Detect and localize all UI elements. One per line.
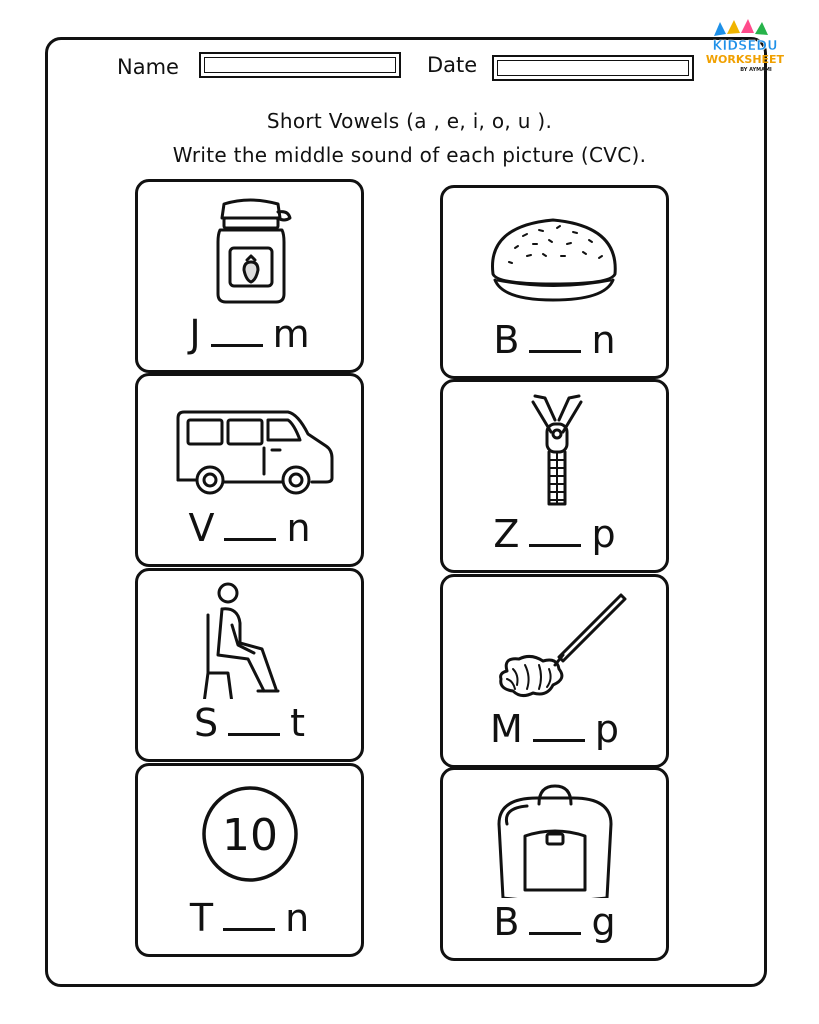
logo-line1: KIDSEDU [712, 39, 778, 54]
name-field[interactable] [199, 52, 401, 78]
mop-icon [443, 585, 666, 705]
blank-line[interactable] [529, 540, 581, 547]
word-zip [443, 512, 666, 556]
blank-line[interactable] [529, 346, 581, 353]
end-letter: t [290, 701, 306, 745]
word-mop [443, 707, 666, 751]
start-letter: B [493, 318, 520, 362]
logo-line3: BY AYMAMI [740, 67, 772, 73]
end-letter: p [594, 707, 619, 751]
word-bun [443, 318, 666, 362]
word-ten [138, 896, 361, 940]
end-letter: n [591, 318, 616, 362]
card-zip [440, 379, 669, 573]
end-letter: n [285, 896, 310, 940]
date-field[interactable] [492, 55, 694, 81]
card-bag [440, 767, 669, 961]
card-mop [440, 574, 669, 768]
zipper-icon [443, 390, 666, 510]
end-letter: g [591, 900, 616, 944]
end-letter: n [286, 506, 311, 550]
start-letter: T [189, 896, 214, 940]
sit-icon [138, 579, 361, 699]
instruction-line-1: Short Vowels (a , e, i, o, u ). [266, 109, 553, 133]
word-van [138, 506, 361, 550]
start-letter: B [493, 900, 520, 944]
word-jam [138, 312, 361, 356]
blank-line[interactable] [223, 924, 275, 931]
blank-line[interactable] [211, 340, 263, 347]
card-van [135, 373, 364, 567]
kidsedu-logo [700, 14, 790, 84]
blank-line[interactable] [224, 534, 276, 541]
van-icon [138, 384, 361, 504]
ten-icon [138, 774, 361, 894]
start-letter: M [490, 707, 523, 751]
card-sit [135, 568, 364, 762]
card-ten [135, 763, 364, 957]
bag-icon [443, 778, 666, 898]
start-letter: J [189, 312, 201, 356]
card-jam [135, 179, 364, 373]
bun-icon [443, 196, 666, 316]
name-label: Name [117, 55, 179, 79]
date-label: Date [427, 53, 478, 77]
end-letter: m [272, 312, 310, 356]
blank-line[interactable] [529, 928, 581, 935]
start-letter: V [188, 506, 215, 550]
jam-jar-icon [138, 190, 361, 310]
card-bun [440, 185, 669, 379]
word-sit [138, 701, 361, 745]
start-letter: S [193, 701, 219, 745]
ten-number: 10 [222, 810, 278, 861]
logo-line2: WORKSHEET [705, 53, 785, 66]
start-letter: Z [493, 512, 520, 556]
word-bag [443, 900, 666, 944]
instruction-line-2: Write the middle sound of each picture (CVC). [172, 143, 647, 167]
blank-line[interactable] [533, 735, 585, 742]
end-letter: p [591, 512, 616, 556]
blank-line[interactable] [228, 729, 280, 736]
